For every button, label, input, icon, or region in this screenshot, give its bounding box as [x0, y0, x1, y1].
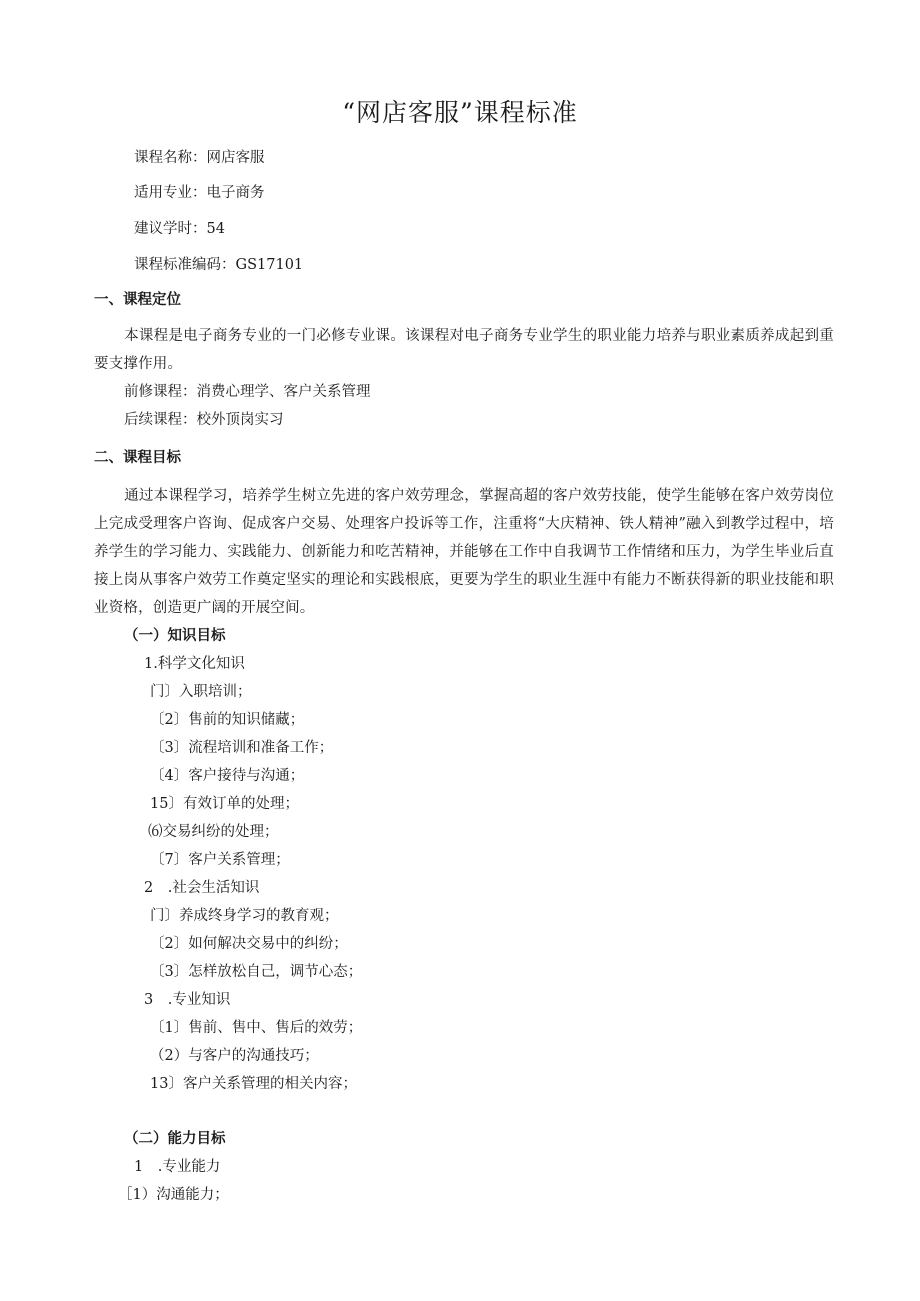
section2-paragraph	[94, 482, 834, 622]
list-item: 门〕入职培训；	[150, 684, 252, 700]
list-item: 13〕客户关系管理的相关内容；	[150, 1076, 357, 1092]
list-item: 〔4〕客户接待与沟通；	[150, 768, 305, 784]
document-title: “网店客服”课程标准	[342, 98, 578, 127]
section1-heading: 一、课程定位	[94, 292, 181, 308]
section1-paragraph-text: 本课程是电子商务专业的一门必修专业课。该课程对电子商务专业学生的职业能力培养与职业素质养成起到重要支撑作用。	[94, 328, 834, 372]
list-item: 15〕有效订单的处理；	[150, 796, 299, 812]
section1-paragraph	[94, 322, 834, 378]
section2-heading: 二、课程目标	[94, 450, 181, 466]
list-item: 〔3〕怎样放松自己，调节心态；	[150, 964, 363, 980]
course-name: 课程名称：网店客服	[134, 150, 265, 166]
list-item: 〔2〕售前的知识储藏；	[150, 712, 305, 728]
list-item: ［1）沟通能力；	[118, 1187, 229, 1203]
list-item: （2）与客户的沟通技巧；	[150, 1048, 319, 1064]
knowledge-goals-heading: （一）知识目标	[124, 628, 226, 644]
list-item: 门〕养成终身学习的教育观；	[150, 908, 339, 924]
list-item: ⑹交易纠纷的处理；	[148, 824, 279, 840]
knowledge-group3-label: 3 .专业知识	[144, 992, 231, 1008]
list-item: 〔3〕流程培训和准备工作；	[150, 740, 334, 756]
course-code: 课程标准编码：GS17101	[134, 257, 304, 273]
ability-group1-label: 1 .专业能力	[134, 1159, 221, 1175]
list-item: 〔1〕售前、售中、售后的效劳；	[150, 1020, 363, 1036]
list-item: 〔7〕客户关系管理；	[150, 852, 290, 868]
prerequisite-courses: 前修课程：消费心理学、客户关系管理	[124, 384, 371, 400]
suggested-hours: 建议学时：54	[134, 221, 225, 237]
section2-paragraph-text: 通过本课程学习，培养学生树立先进的客户效劳理念，掌握高超的客户效劳技能，使学生能够在客户效劳岗位上完成受理客户咨询、促成客户交易、处理客户投诉等工作，注重将“大庆精神、铁人精神”融入到教学过程中，培养学生的学习能力、实践能力、创新能力和吃苦精神，并能够在工作中自我调节工作情绪和压力，为学生毕业后直接上岗从事客户效劳工作奠定坚实的理论和实践根底，更要为学生的职业生涯中有能力不断获得新的职业技能和职业资格，创造更广阔的开展空间。	[94, 488, 834, 616]
applicable-major: 适用专业：电子商务	[134, 185, 265, 201]
list-item: 〔2〕如何解决交易中的纠纷；	[150, 936, 348, 952]
follow-up-courses: 后续课程：校外顶岗实习	[124, 412, 284, 428]
knowledge-group2-label: 2 .社会生活知识	[144, 880, 260, 896]
ability-goals-heading: （二）能力目标	[124, 1131, 226, 1147]
knowledge-group1-label: 1.科学文化知识	[144, 656, 245, 672]
